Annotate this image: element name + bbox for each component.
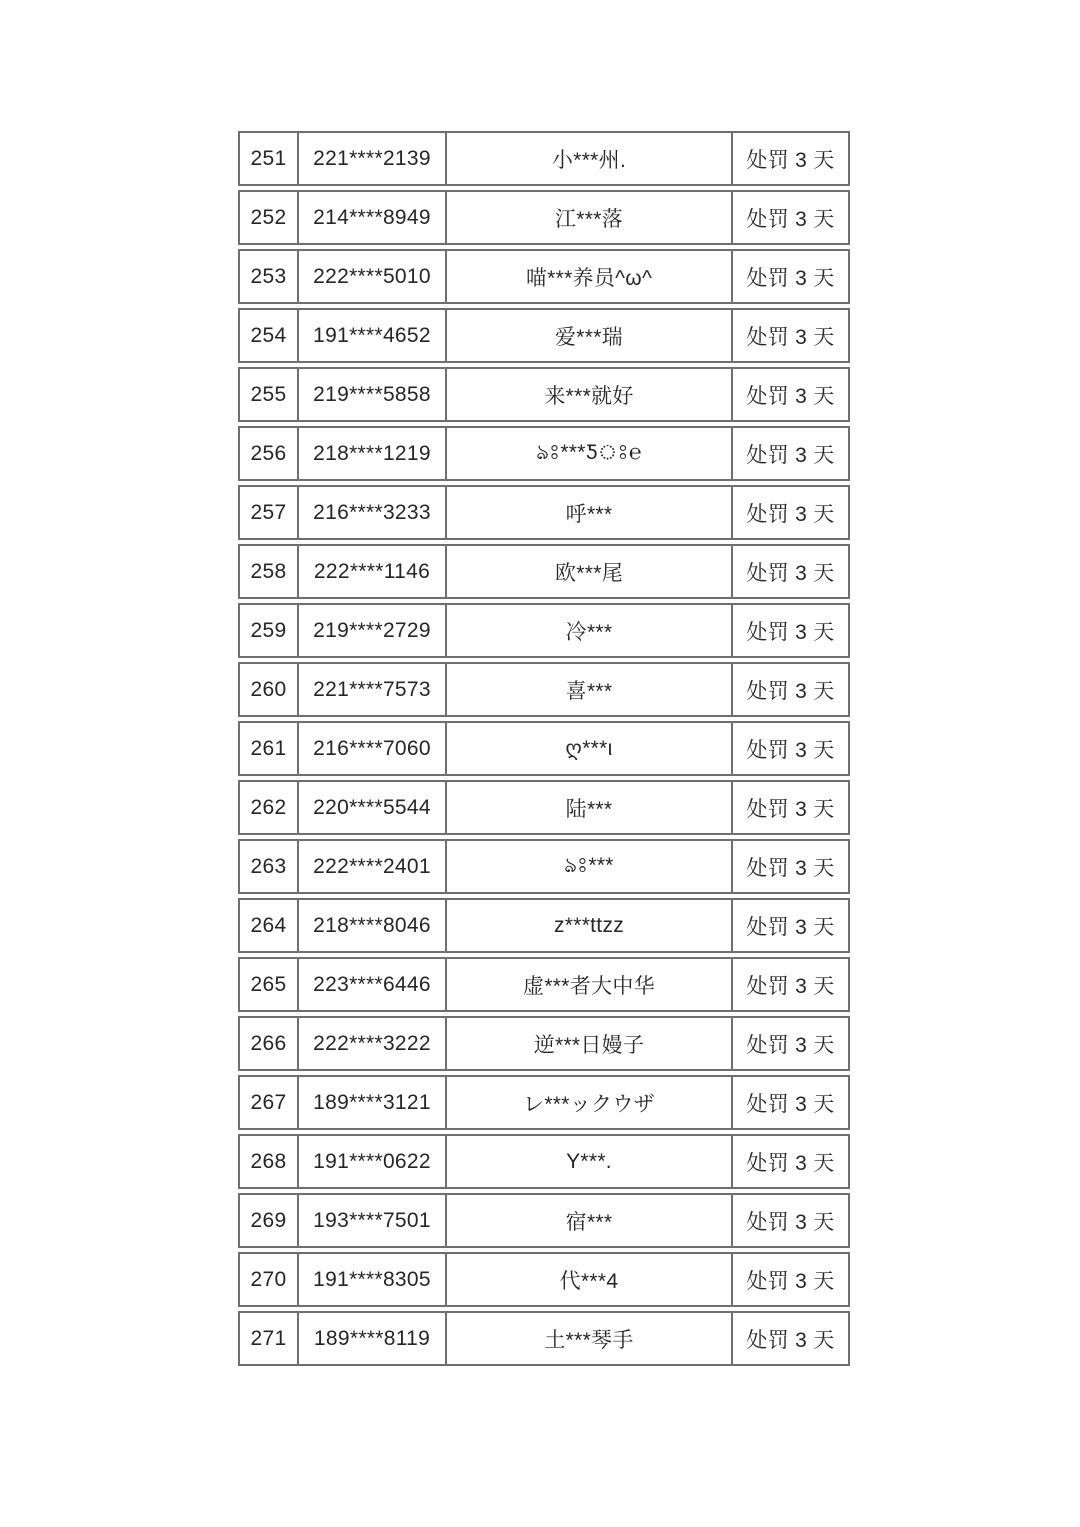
index-cell: 259 xyxy=(250,618,287,642)
punishment-cell: 处罚 3 天 xyxy=(731,723,848,774)
table-row xyxy=(238,249,850,304)
account-cell: 216****7060 xyxy=(297,723,445,774)
table-row xyxy=(238,839,850,894)
account-cell: 222****1146 xyxy=(297,546,445,597)
nickname-cell: レ***ックウザ xyxy=(445,1077,731,1128)
nickname-cell: ঌঃ*** xyxy=(445,841,731,892)
nickname-cell: 喵***养员^ω^ xyxy=(445,251,731,302)
table-row xyxy=(238,190,850,245)
nickname-cell: Y***. xyxy=(445,1136,731,1187)
nickname-cell: 小***州. xyxy=(445,133,731,184)
table-row xyxy=(238,485,850,540)
nickname-cell: 来***就好 xyxy=(445,369,731,420)
nickname-cell: 冷*** xyxy=(445,605,731,656)
index-cell: 266 xyxy=(250,1031,287,1055)
index-cell: 256 xyxy=(250,441,287,465)
punishment-cell: 处罚 3 天 xyxy=(731,133,848,184)
index-cell: 264 xyxy=(250,913,287,937)
table-row xyxy=(238,1016,850,1071)
index-cell: 255 xyxy=(250,382,287,406)
nickname-cell: 喜*** xyxy=(445,664,731,715)
account-cell: 222****2401 xyxy=(297,841,445,892)
punishment-cell: 处罚 3 天 xyxy=(731,1195,848,1246)
table-row xyxy=(238,1134,850,1189)
account-cell: 191****4652 xyxy=(297,310,445,361)
punishment-cell: 处罚 3 天 xyxy=(731,192,848,243)
nickname-cell: 虚***者大中华 xyxy=(445,959,731,1010)
account-cell: 221****7573 xyxy=(297,664,445,715)
nickname-cell: z***ttzz xyxy=(445,900,731,951)
nickname-cell: 宿*** xyxy=(445,1195,731,1246)
nickname-cell: 代***4 xyxy=(445,1254,731,1305)
index-cell: 271 xyxy=(250,1326,287,1350)
index-cell: 254 xyxy=(250,323,287,347)
account-cell: 219****5858 xyxy=(297,369,445,420)
table-row xyxy=(238,1193,850,1248)
punishment-cell: 处罚 3 天 xyxy=(731,1313,848,1364)
punishment-cell: 处罚 3 天 xyxy=(731,428,848,479)
nickname-cell: ღ***ι xyxy=(445,723,731,774)
table-row xyxy=(238,426,850,481)
table-row xyxy=(238,1075,850,1130)
table-row xyxy=(238,780,850,835)
account-cell: 220****5544 xyxy=(297,782,445,833)
account-cell: 189****8119 xyxy=(297,1313,445,1364)
nickname-cell: 土***琴手 xyxy=(445,1313,731,1364)
table-row xyxy=(238,131,850,186)
account-cell: 219****2729 xyxy=(297,605,445,656)
punishment-cell: 处罚 3 天 xyxy=(731,841,848,892)
table-row xyxy=(238,544,850,599)
index-cell: 262 xyxy=(250,795,287,819)
punishment-cell: 处罚 3 天 xyxy=(731,900,848,951)
nickname-cell: 江***落 xyxy=(445,192,731,243)
punishment-cell: 处罚 3 天 xyxy=(731,1136,848,1187)
punishment-cell: 处罚 3 天 xyxy=(731,310,848,361)
punishment-cell: 处罚 3 天 xyxy=(731,1018,848,1069)
account-cell: 189****3121 xyxy=(297,1077,445,1128)
nickname-cell: 欧***尾 xyxy=(445,546,731,597)
account-cell: 193****7501 xyxy=(297,1195,445,1246)
table-row xyxy=(238,957,850,1012)
index-cell: 253 xyxy=(250,264,287,288)
index-cell: 270 xyxy=(250,1267,287,1291)
table-row xyxy=(238,367,850,422)
punishment-cell: 处罚 3 天 xyxy=(731,546,848,597)
table-row xyxy=(238,308,850,363)
account-cell: 216****3233 xyxy=(297,487,445,538)
nickname-cell: 逆***日嫚子 xyxy=(445,1018,731,1069)
table-row xyxy=(238,662,850,717)
penalty-table xyxy=(238,131,850,1366)
account-cell: 223****6446 xyxy=(297,959,445,1010)
account-cell: 218****1219 xyxy=(297,428,445,479)
nickname-cell: ঌঃ***Ƽঃ℮ xyxy=(445,428,731,479)
account-cell: 218****8046 xyxy=(297,900,445,951)
punishment-cell: 处罚 3 天 xyxy=(731,959,848,1010)
punishment-cell: 处罚 3 天 xyxy=(731,369,848,420)
account-cell: 191****8305 xyxy=(297,1254,445,1305)
index-cell: 251 xyxy=(250,146,287,170)
account-cell: 191****0622 xyxy=(297,1136,445,1187)
table-row xyxy=(238,603,850,658)
index-cell: 260 xyxy=(250,677,287,701)
index-cell: 257 xyxy=(250,500,287,524)
nickname-cell: 呼*** xyxy=(445,487,731,538)
index-cell: 268 xyxy=(250,1149,287,1173)
punishment-cell: 处罚 3 天 xyxy=(731,664,848,715)
punishment-cell: 处罚 3 天 xyxy=(731,782,848,833)
index-cell: 265 xyxy=(250,972,287,996)
index-cell: 261 xyxy=(250,736,287,760)
account-cell: 221****2139 xyxy=(297,133,445,184)
index-cell: 269 xyxy=(250,1208,287,1232)
nickname-cell: 爱***瑞 xyxy=(445,310,731,361)
table-row xyxy=(238,1311,850,1366)
punishment-cell: 处罚 3 天 xyxy=(731,487,848,538)
account-cell: 222****5010 xyxy=(297,251,445,302)
table-row xyxy=(238,721,850,776)
punishment-cell: 处罚 3 天 xyxy=(731,605,848,656)
index-cell: 263 xyxy=(250,854,287,878)
account-cell: 222****3222 xyxy=(297,1018,445,1069)
table-row xyxy=(238,898,850,953)
punishment-cell: 处罚 3 天 xyxy=(731,1077,848,1128)
index-cell: 258 xyxy=(250,559,287,583)
index-cell: 267 xyxy=(250,1090,287,1114)
punishment-cell: 处罚 3 天 xyxy=(731,251,848,302)
table-row xyxy=(238,1252,850,1307)
punishment-cell: 处罚 3 天 xyxy=(731,1254,848,1305)
index-cell: 252 xyxy=(250,205,287,229)
nickname-cell: 陆*** xyxy=(445,782,731,833)
account-cell: 214****8949 xyxy=(297,192,445,243)
